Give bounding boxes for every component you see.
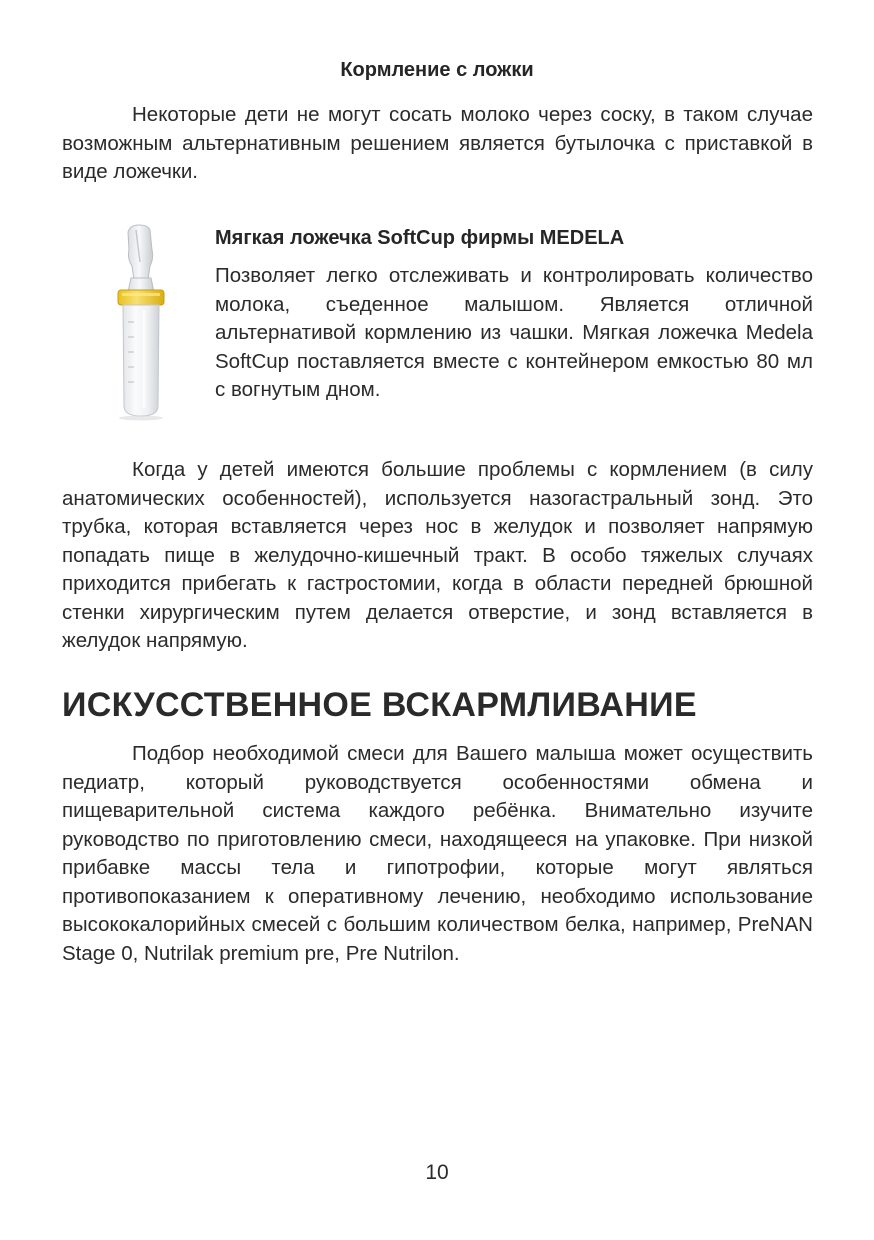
intro-paragraph: Некоторые дети не могут сосать молоко через соску, в таком случае возможным альтернативным решением является бутылочка с приставкой в виде ложечки.: [62, 103, 813, 183]
section-subtitle: Кормление с ложки: [340, 59, 534, 81]
page-number: 10: [425, 1161, 449, 1184]
tube-feeding-paragraph: Когда у детей имеются большие проблемы с кормлением (в силу анатомических особенностей), используется назогастральный зонд. Это трубка, которая вставляется через нос в желудок и позволяет напрямую попадать пище в желудочно-кишечный тракт. В особо тяжелых случаях приходится прибегать к гастростомии, когда в области передней брюшной стенки хирургическим путем делается отверстие, и зонд вставляется в желудок напрямую.: [62, 458, 813, 652]
product-title: Мягкая ложечка SoftCup фирмы MEDELA: [215, 227, 625, 249]
section-heading: ИСКУССТВЕННОЕ ВСКАРМЛИВАНИЕ: [62, 686, 697, 724]
product-description: Позволяет легко отслеживать и контролировать количество молока, съеденное малышом. Является отличной альтернативой кормлению из чашки. Мягкая ложечка Medela SoftCup поставляется вместе с контейнером емкостью 80 мл с вогнутым дном.: [215, 264, 813, 401]
softcup-bottle-image: [104, 222, 178, 422]
artificial-feeding-paragraph: Подбор необходимой смеси для Вашего малыша может осуществить педиатр, который руководствуется особенностями обмена и пищеварительной система каждого ребёнка. Внимательно изучите руководство по приготовлению смеси, находящееся на упаковке. При низкой прибавке массы тела и гипотрофии, которые могут являться противопоказанием к оперативному лечению, необходимо использование высококалорийных смесей с большим количеством белка, например, PreNAN Stage 0, Nutrilak premium pre, Pre Nutrilon.: [62, 742, 813, 965]
